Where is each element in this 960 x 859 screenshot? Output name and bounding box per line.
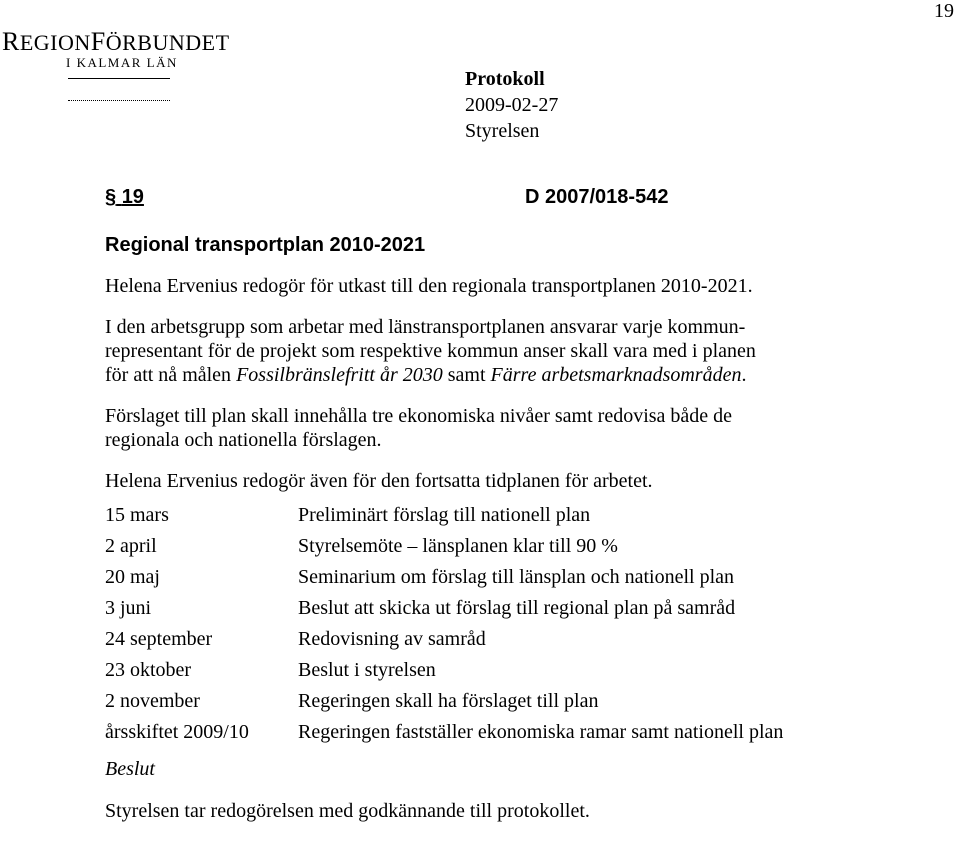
paragraph-timeline-intro: Helena Ervenius redogör även för den fortsatta tidplanen för arbetet. <box>105 470 653 492</box>
decision-text: Styrelsen tar redogörelsen med godkännande till protokollet. <box>105 800 590 822</box>
schedule-row <box>105 716 905 747</box>
schedule-row <box>105 623 905 654</box>
document-date: 2009-02-27 <box>465 94 559 116</box>
document-content <box>105 184 905 823</box>
goal-fewer-labour-markets: Färre arbetsmarknadsområden <box>490 364 742 386</box>
section-heading: Regional transportplan 2010-2021 <box>105 234 426 256</box>
goal-fossil-free: Fossilbränslefritt år 2030 <box>236 364 443 386</box>
schedule-date: 23 oktober <box>105 658 192 681</box>
schedule-event: Regeringen fastställer ekonomiska ramar samt nationell plan <box>298 720 784 743</box>
schedule-date: årsskiftet 2009/10 <box>105 720 249 743</box>
section-line <box>105 184 905 210</box>
document-title: Protokoll <box>465 68 545 90</box>
section-number: § 19 <box>105 186 144 208</box>
logo-dotted-rule <box>68 100 170 101</box>
decision-label: Beslut <box>105 758 155 780</box>
schedule-event: Seminarium om förslag till länsplan och nationell plan <box>298 565 735 588</box>
paragraph-workgroup: I den arbetsgrupp som arbetar med länstransportplanen ansvarar varje kommun- representant för de projekt som respektive kommun anser skall vara med i planen för att nå målen Fossilbränslefritt år 2030 samt Färre arbetsmarknadsområden. <box>105 316 756 386</box>
schedule-date: 15 mars <box>105 503 169 526</box>
schedule-date: 2 april <box>105 534 157 557</box>
schedule-date: 3 juni <box>105 596 152 619</box>
logo-subtitle: I KALMAR LÄN <box>66 55 178 70</box>
schedule-row <box>105 499 905 530</box>
schedule-row <box>105 592 905 623</box>
schedule-row <box>105 530 905 561</box>
document-body: Styrelsen <box>465 120 540 142</box>
section-symbol: § <box>105 186 117 208</box>
schedule-row <box>105 561 905 592</box>
paragraph-intro: Helena Ervenius redogör för utkast till den regionala transportplanen 2010-2021. <box>105 275 753 297</box>
schedule-event: Styrelsemöte – länsplanen klar till 90 % <box>298 534 618 557</box>
schedule-row <box>105 685 905 716</box>
paragraph-proposal: Förslaget till plan skall innehålla tre ekonomiska nivåer samt redovisa både de regionala och nationella förslagen. <box>105 405 733 451</box>
schedule-date: 20 maj <box>105 565 160 588</box>
logo-wordmark: REGIONFÖRBUNDET <box>2 27 230 56</box>
diary-number: D 2007/018-542 <box>525 186 669 208</box>
schedule-date: 2 november <box>105 689 200 712</box>
document-header <box>465 66 558 144</box>
schedule-event: Beslut i styrelsen <box>298 658 436 681</box>
schedule-list <box>105 499 905 747</box>
schedule-event: Beslut att skicka ut förslag till regional plan på samråd <box>298 596 736 619</box>
schedule-event: Regeringen skall ha förslaget till plan <box>298 689 599 712</box>
schedule-event: Redovisning av samråd <box>298 627 486 650</box>
page-number: 19 <box>934 0 954 22</box>
schedule-row <box>105 654 905 685</box>
schedule-event: Preliminärt förslag till nationell plan <box>298 503 591 526</box>
organization-logo <box>2 27 238 71</box>
schedule-date: 24 september <box>105 627 213 650</box>
logo-rule <box>68 78 170 79</box>
